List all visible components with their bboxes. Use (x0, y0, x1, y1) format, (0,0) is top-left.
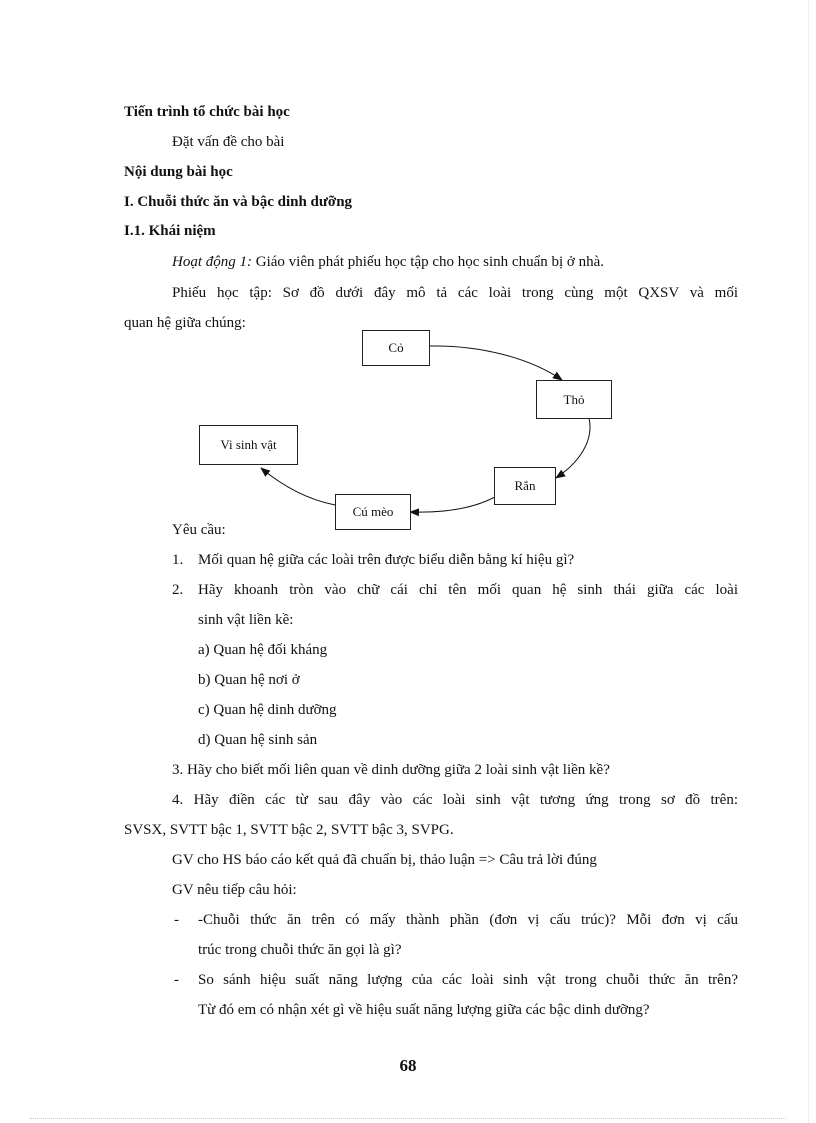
requirement-label: Yêu cầu: (172, 522, 226, 538)
q2-line-2: sinh vật liền kề: (198, 612, 294, 628)
heading-content: Nội dung bài học (124, 164, 233, 180)
page-number: 68 (399, 1056, 417, 1075)
arrow-co-tho (430, 346, 562, 380)
worksheet-line-1: Phiếu học tập: Sơ đồ dưới đây mô tả các loài trong cùng một QXSV và mối (172, 285, 738, 301)
bullet-1-mark: - (174, 912, 179, 928)
option-c: c) Quan hệ dinh dưỡng (198, 702, 337, 718)
arrow-cumeo-visinhvat (261, 468, 335, 505)
q1-text: Mối quan hệ giữa các loài trên được biểu diễn bằng kí hiệu gì? (198, 552, 575, 568)
option-b: b) Quan hệ nơi ở (198, 672, 300, 688)
intro-text: Đặt vấn đề cho bài (172, 134, 285, 150)
bullet-2-line-2: Từ đó em có nhận xét gì về hiệu suất năng lượng giữa các bậc dinh dưỡng? (198, 1002, 650, 1018)
bullet-2-line-1: So sánh hiệu suất năng lượng của các loài sinh vật trong chuỗi thức ăn trên? (198, 972, 738, 988)
bottom-divider (30, 1118, 786, 1119)
worksheet-line-2: quan hệ giữa chúng: (124, 315, 246, 331)
q1-number: 1. (172, 552, 184, 568)
node-co: Cỏ (362, 330, 430, 366)
option-d: d) Quan hệ sinh sản (198, 732, 318, 748)
arrow-tho-ran (556, 418, 590, 478)
node-vi-sinh-vat: Vi sinh vật (199, 425, 298, 465)
gv-question-intro: GV nêu tiếp câu hỏi: (172, 882, 297, 898)
q4-line-1: 4. Hãy điền các từ sau đây vào các loài sinh vật tương ứng trong sơ đồ trên: (172, 792, 738, 808)
food-chain-arrows (0, 0, 816, 560)
q4-line-2: SVSX, SVTT bậc 1, SVTT bậc 2, SVTT bậc 3, SVPG. (124, 822, 454, 838)
bullet-2-mark: - (174, 972, 179, 988)
arrow-ran-cumeo (410, 497, 495, 512)
node-cu-meo: Cú mèo (335, 494, 411, 530)
bullet-1-line-1: -Chuỗi thức ăn trên có mấy thành phần (đơn vị cấu trúc)? Mỗi đơn vị cấu (198, 912, 738, 928)
option-a: a) Quan hệ đối kháng (198, 642, 328, 658)
right-divider (808, 0, 809, 1123)
gv-report-text: GV cho HS báo cáo kết quả đã chuẩn bị, thảo luận => Câu trả lời đúng (172, 852, 597, 868)
heading-process: Tiến trình tổ chức bài học (124, 104, 290, 120)
node-ran: Rắn (494, 467, 556, 505)
section-1-heading: I. Chuỗi thức ăn và bậc dinh dưỡng (124, 194, 353, 210)
q2-line-1: Hãy khoanh tròn vào chữ cái chỉ tên mối quan hệ sinh thái giữa các loài (198, 582, 738, 598)
node-tho: Thỏ (536, 380, 612, 419)
bullet-1-line-2: trúc trong chuỗi thức ăn gọi là gì? (198, 942, 402, 958)
q2-number: 2. (172, 582, 184, 598)
section-1-1-heading: I.1. Khái niệm (124, 223, 216, 239)
q3-text: 3. Hãy cho biết mối liên quan về dinh dưỡng giữa 2 loài sinh vật liền kề? (172, 762, 610, 778)
activity-label: Hoạt động 1: (172, 254, 252, 270)
activity-text: Giáo viên phát phiếu học tập cho học sinh chuẩn bị ở nhà. (252, 254, 605, 270)
